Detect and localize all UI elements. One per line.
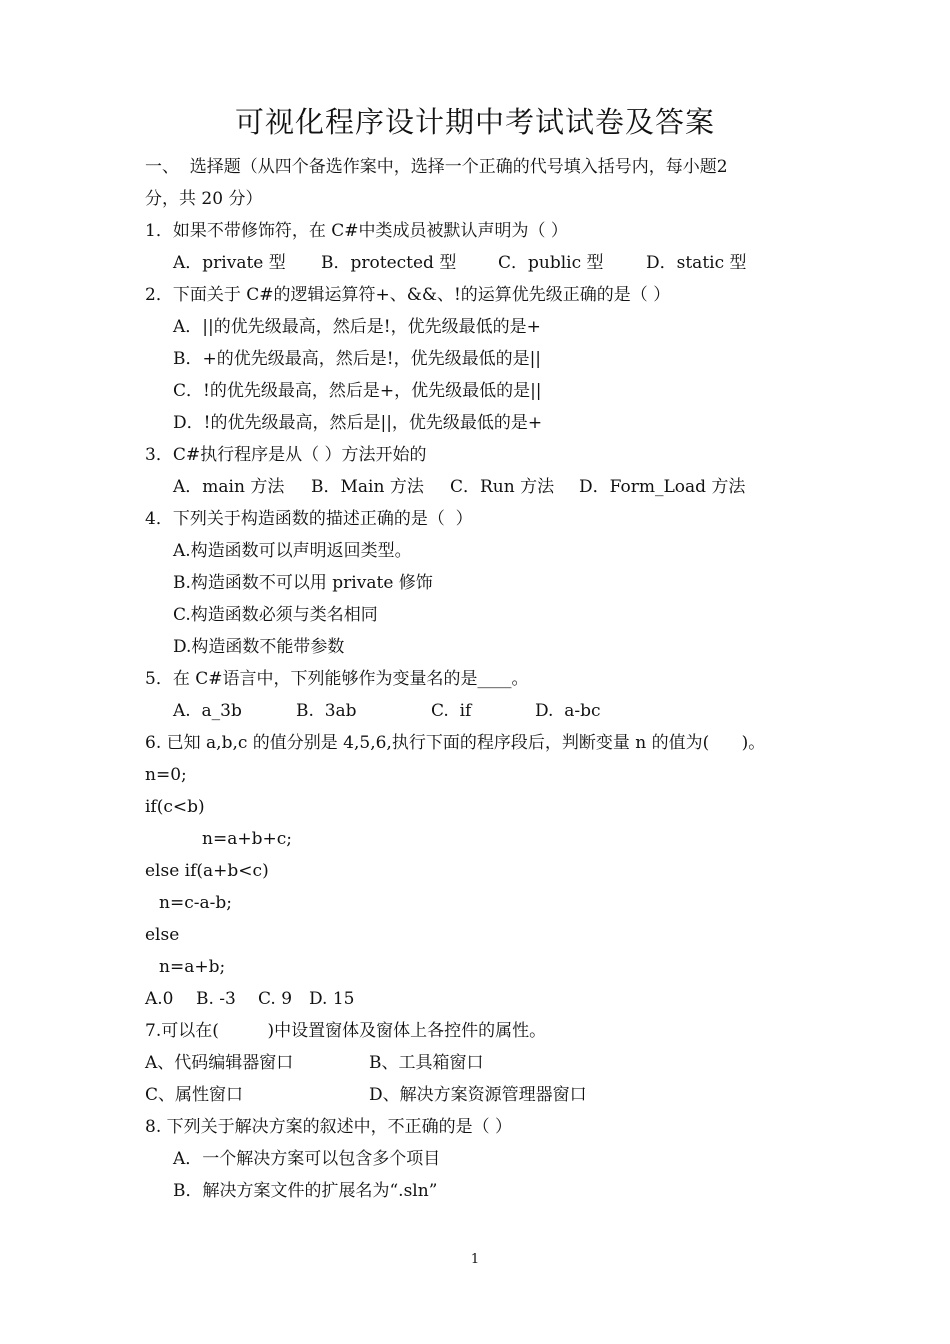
question-2-option-b: B．+的优先级最高，然后是!，优先级最低的是||	[173, 349, 542, 369]
question-3-option-a: A．main 方法	[173, 477, 285, 497]
question-1-option-a: A．private 型	[173, 253, 286, 273]
question-7-option-b: B、工具箱窗口	[369, 1053, 484, 1073]
question-5-option-b: B. 3ab	[296, 701, 357, 721]
question-6-option-b: B. -3	[196, 989, 236, 1009]
question-3-option-c: C．Run 方法	[450, 477, 555, 497]
question-8-option-b: B．解决方案文件的扩展名为“.sln”	[173, 1181, 438, 1201]
question-6-code-line: n=0;	[145, 765, 187, 785]
question-6-option-d: D. 15	[309, 989, 355, 1009]
question-5-option-a: A. a_3b	[173, 701, 242, 721]
question-4-option-c: C.构造函数必须与类名相同	[173, 605, 378, 625]
question-6-options	[145, 988, 445, 1010]
question-1-option-b: B．protected 型	[321, 253, 457, 273]
question-2-option-c: C．!的优先级最高，然后是+，优先级最低的是||	[173, 381, 542, 401]
question-7-option-d: D、解决方案资源管理器窗口	[369, 1085, 587, 1105]
question-5-stem: 5．在 C#语言中，下列能够作为变量名的是____。	[145, 669, 529, 689]
question-7-stem: 7.可以在( )中设置窗体及窗体上各控件的属性。	[145, 1021, 547, 1041]
question-6-code-line: n=a+b+c;	[202, 829, 292, 849]
question-1-option-c: C．public 型	[498, 253, 604, 273]
question-4-option-a: A.构造函数可以声明返回类型。	[173, 541, 412, 561]
question-8-option-a: A．一个解决方案可以包含多个项目	[173, 1149, 441, 1169]
question-4-option-b: B.构造函数不可以用 private 修饰	[173, 573, 433, 593]
question-5-options	[173, 700, 673, 722]
question-3-stem: 3．C#执行程序是从（ ）方法开始的	[145, 445, 427, 465]
question-6-stem: 6. 已知 a,b,c 的值分别是 4,5,6,执行下面的程序段后，判断变量 n 的值为( )。	[145, 733, 766, 753]
question-2-option-d: D．!的优先级最高，然后是||，优先级最低的是+	[173, 413, 543, 433]
section-heading-line2: 分，共 20 分）	[145, 189, 263, 209]
question-6-code-line: else if(a+b<c)	[145, 861, 269, 881]
question-6-code-line: if(c<b)	[145, 797, 205, 817]
question-7-option-c: C、属性窗口	[145, 1085, 244, 1105]
question-4-option-d: D.构造函数不能带参数	[173, 637, 345, 657]
question-7-options-row1	[145, 1052, 645, 1074]
question-8-stem: 8. 下列关于解决方案的叙述中，不正确的是（ ）	[145, 1117, 513, 1137]
question-6-option-c: C. 9	[258, 989, 293, 1009]
question-1-stem: 1．如果不带修饰符，在 C#中类成员被默认声明为（ ）	[145, 221, 568, 241]
question-3-options	[173, 476, 773, 498]
question-1-options	[173, 252, 813, 274]
question-1-option-d: D．static 型	[646, 253, 747, 273]
question-2-option-a: A．||的优先级最高，然后是!，优先级最低的是+	[173, 317, 541, 337]
question-2-stem: 2．下面关于 C#的逻辑运算符+、&&、!的运算优先级正确的是（ ）	[145, 285, 671, 305]
question-5-option-d: D. a-bc	[535, 701, 601, 721]
question-3-option-d: D．Form_Load 方法	[579, 477, 746, 497]
exam-title: 可视化程序设计期中考试试卷及答案	[234, 105, 715, 139]
question-6-option-a: A.0	[145, 989, 174, 1009]
question-6-code-line: n=c-a-b;	[159, 893, 232, 913]
question-6-code-line: n=a+b;	[159, 957, 226, 977]
question-4-stem: 4．下列关于构造函数的描述正确的是（ ）	[145, 509, 473, 529]
question-5-option-c: C. if	[431, 701, 472, 721]
question-7-option-a: A、代码编辑器窗口	[145, 1053, 294, 1073]
section-heading-line1: 一、 选择题（从四个备选作案中，选择一个正确的代号填入括号内，每小题2	[145, 157, 728, 177]
question-7-options-row2	[145, 1084, 645, 1106]
question-6-code-line: else	[145, 925, 180, 945]
question-3-option-b: B．Main 方法	[311, 477, 424, 497]
page-number: 1	[470, 1252, 480, 1267]
